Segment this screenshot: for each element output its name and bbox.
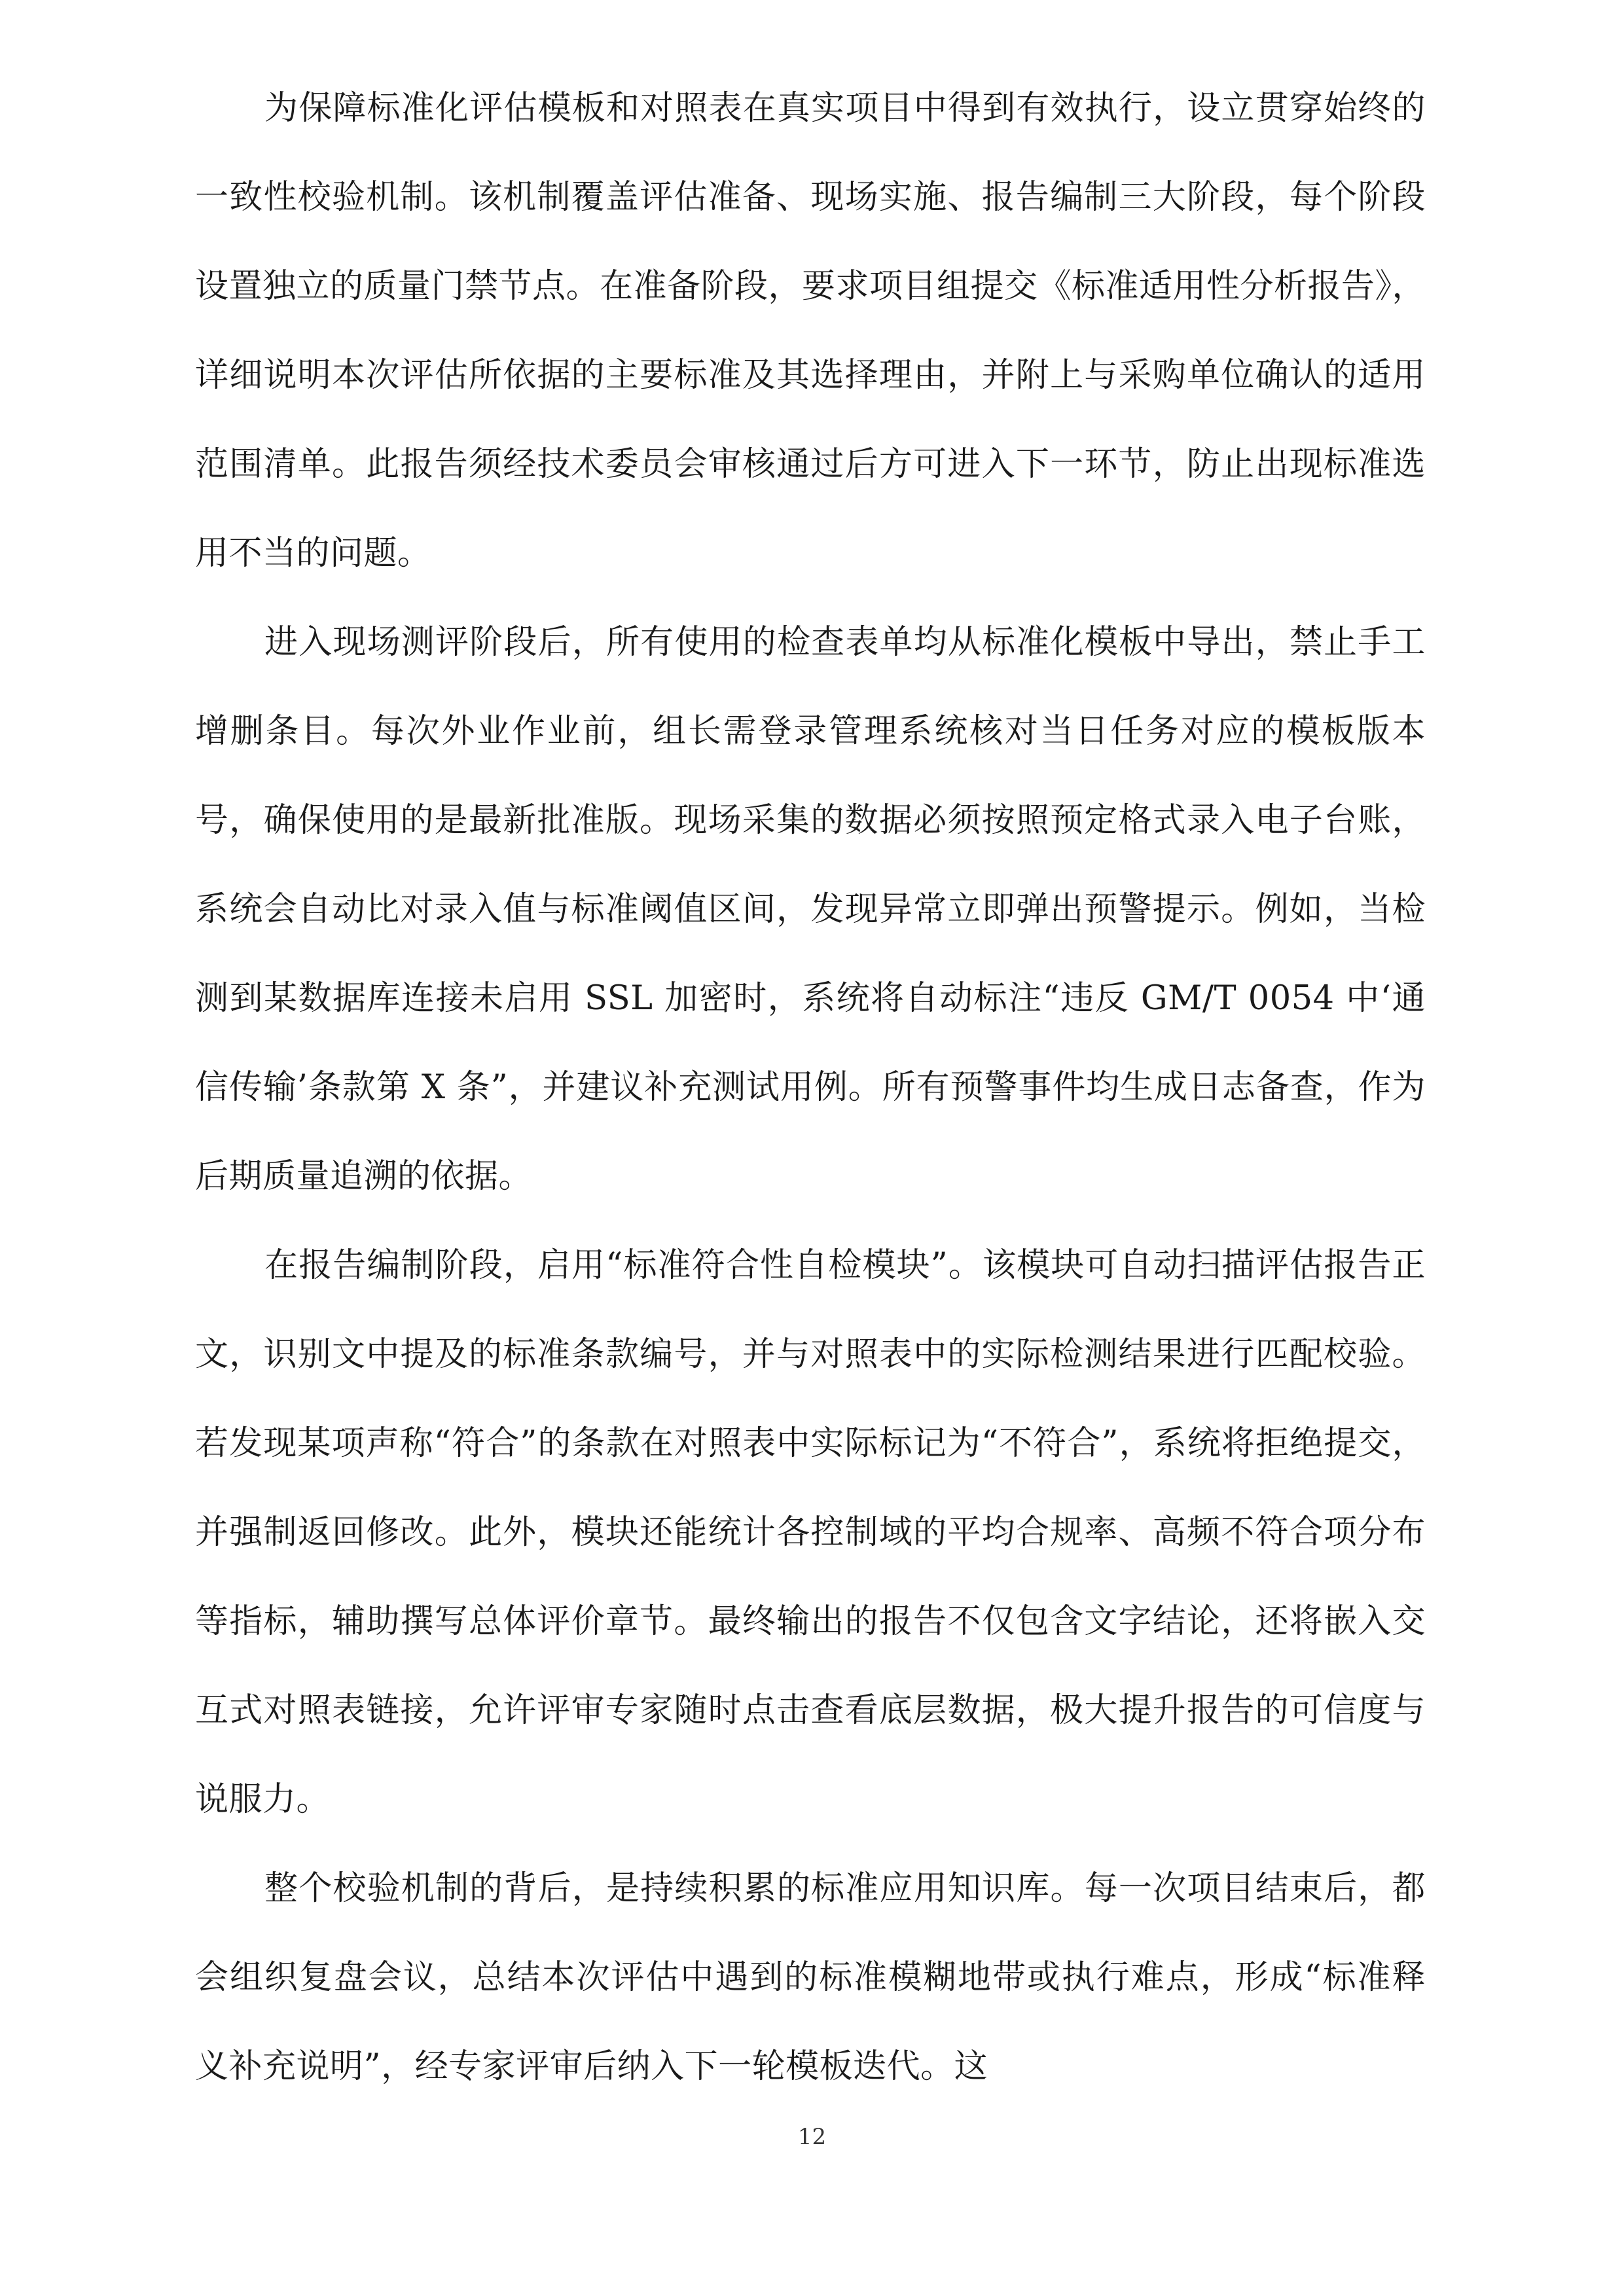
page-number: 12 xyxy=(797,2124,827,2150)
paragraph-2: 进入现场测评阶段后，所有使用的检查表单均从标准化模板中导出，禁止手工增删条目。每次外业作业前，组长需登录管理系统核对当日任务对应的模板版本号，确保使用的是最新批准版。现场采集的数据必须按照预定格式录入电子台账，系统会自动比对录入值与标准阈值区间，发现异常立即弹出预警提示。例如，当检测到某数据库连接未启用 SSL 加密时，系统将自动标注“违反 GM/T 0054 中‘通信传输’条款第 X 条”，并建议补充测试用例。所有预警事件均生成日志备查，作为后期质量追溯的依据。 xyxy=(195,623,1426,1196)
paragraph-3: 在报告编制阶段，启用“标准符合性自检模块”。该模块可自动扫描评估报告正文，识别文中提及的标准条款编号，并与对照表中的实际检测结果进行匹配校验。若发现某项声称“符合”的条款在对照表中实际标记为“不符合”，系统将拒绝提交，并强制返回修改。此外，模块还能统计各控制域的平均合规率、高频不符合项分布等指标，辅助撰写总体评价章节。最终输出的报告不仅包含文字结论，还将嵌入交互式对照表链接，允许评审专家随时点击查看底层数据，极大提升报告的可信度与说服力。 xyxy=(195,1246,1426,1819)
body-text xyxy=(195,64,1426,2111)
paragraph-4: 整个校验机制的背后，是持续积累的标准应用知识库。每一次项目结束后，都会组织复盘会议，总结本次评估中遇到的标准模糊地带或执行难点，形成“标准释义补充说明”，经专家评审后纳入下一轮模板迭代。这 xyxy=(195,1869,1426,2086)
paragraph-1: 为保障标准化评估模板和对照表在真实项目中得到有效执行，设立贯穿始终的一致性校验机制。该机制覆盖评估准备、现场实施、报告编制三大阶段，每个阶段设置独立的质量门禁节点。在准备阶段，要求项目组提交《标准适用性分析报告》，详细说明本次评估所依据的主要标准及其选择理由，并附上与采购单位确认的适用范围清单。此报告须经技术委员会审核通过后方可进入下一环节，防止出现标准选用不当的问题。 xyxy=(195,89,1426,573)
